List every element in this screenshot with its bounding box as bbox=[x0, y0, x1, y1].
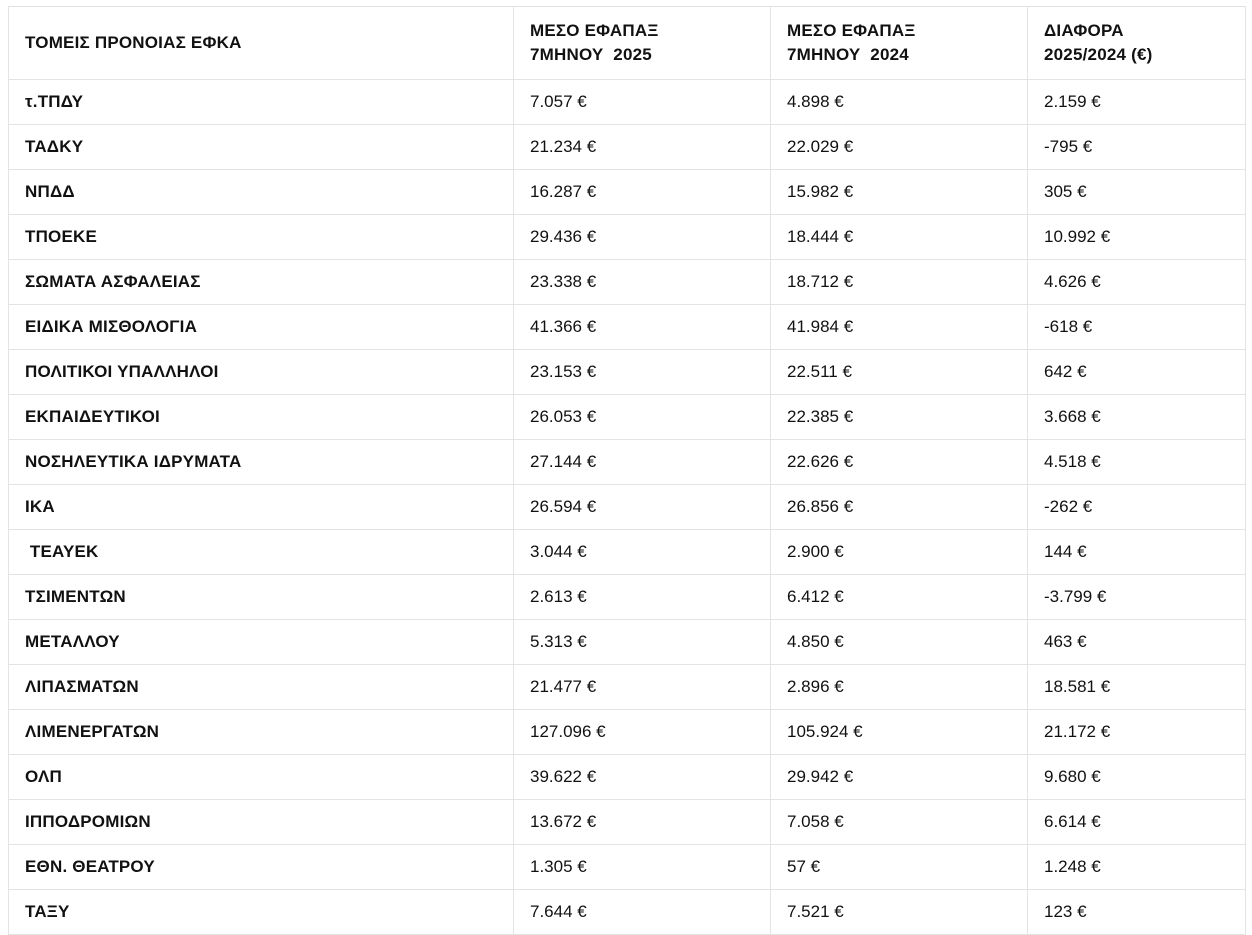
table-row bbox=[9, 710, 1246, 755]
avg-2025-cell: 29.436 € bbox=[514, 215, 771, 260]
table-row bbox=[9, 890, 1246, 935]
table-row bbox=[9, 755, 1246, 800]
avg-2025-cell: 21.477 € bbox=[514, 665, 771, 710]
avg-2024-cell: 2.900 € bbox=[771, 530, 1028, 575]
sector-cell: ΤΕΑΥΕΚ bbox=[9, 530, 514, 575]
table-row bbox=[9, 620, 1246, 665]
difference-cell: 18.581 € bbox=[1028, 665, 1246, 710]
difference-cell: 463 € bbox=[1028, 620, 1246, 665]
avg-2024-cell: 105.924 € bbox=[771, 710, 1028, 755]
table-row bbox=[9, 80, 1246, 125]
table-row bbox=[9, 260, 1246, 305]
avg-2024-cell: 22.626 € bbox=[771, 440, 1028, 485]
avg-2025-cell: 2.613 € bbox=[514, 575, 771, 620]
avg-2024-cell: 4.898 € bbox=[771, 80, 1028, 125]
difference-cell: -3.799 € bbox=[1028, 575, 1246, 620]
avg-2025-cell: 41.366 € bbox=[514, 305, 771, 350]
avg-2024-cell: 22.385 € bbox=[771, 395, 1028, 440]
sector-cell: ΙΚΑ bbox=[9, 485, 514, 530]
table-row bbox=[9, 575, 1246, 620]
avg-2025-cell: 26.053 € bbox=[514, 395, 771, 440]
sector-cell: ΟΛΠ bbox=[9, 755, 514, 800]
header-difference-line-1: ΔΙΑΦΟΡΑ bbox=[1044, 21, 1124, 40]
difference-cell: 4.626 € bbox=[1028, 260, 1246, 305]
difference-cell: 1.248 € bbox=[1028, 845, 1246, 890]
avg-2025-cell: 16.287 € bbox=[514, 170, 771, 215]
avg-2025-cell: 23.338 € bbox=[514, 260, 771, 305]
header-avg-2025-line-2: 7ΜΗΝΟΥ 2025 bbox=[530, 45, 652, 64]
avg-2024-cell: 29.942 € bbox=[771, 755, 1028, 800]
avg-2024-cell: 2.896 € bbox=[771, 665, 1028, 710]
avg-2025-cell: 5.313 € bbox=[514, 620, 771, 665]
sector-cell: τ.ΤΠΔΥ bbox=[9, 80, 514, 125]
table-row bbox=[9, 845, 1246, 890]
avg-2024-cell: 4.850 € bbox=[771, 620, 1028, 665]
header-sector bbox=[9, 7, 514, 80]
header-difference-line-2: 2025/2024 (€) bbox=[1044, 45, 1153, 64]
avg-2024-cell: 57 € bbox=[771, 845, 1028, 890]
avg-2025-cell: 39.622 € bbox=[514, 755, 771, 800]
sector-cell: ΛΙΜΕΝΕΡΓΑΤΩΝ bbox=[9, 710, 514, 755]
avg-2024-cell: 22.029 € bbox=[771, 125, 1028, 170]
difference-cell: -262 € bbox=[1028, 485, 1246, 530]
sector-cell: ΤΣΙΜΕΝΤΩΝ bbox=[9, 575, 514, 620]
table-row bbox=[9, 485, 1246, 530]
difference-cell: -795 € bbox=[1028, 125, 1246, 170]
sector-cell: ΣΩΜΑΤΑ ΑΣΦΑΛΕΙΑΣ bbox=[9, 260, 514, 305]
difference-cell: 9.680 € bbox=[1028, 755, 1246, 800]
table-row bbox=[9, 665, 1246, 710]
table-row bbox=[9, 170, 1246, 215]
avg-2024-cell: 41.984 € bbox=[771, 305, 1028, 350]
sector-cell: ΤΠΟΕΚΕ bbox=[9, 215, 514, 260]
header-avg-2024-line-1: ΜΕΣΟ ΕΦΑΠΑΞ bbox=[787, 21, 916, 40]
avg-2024-cell: 26.856 € bbox=[771, 485, 1028, 530]
difference-cell: 144 € bbox=[1028, 530, 1246, 575]
header-sector-line-1: ΤΟΜΕΙΣ ΠΡΟΝΟΙΑΣ ΕΦΚΑ bbox=[25, 33, 242, 52]
avg-2025-cell: 21.234 € bbox=[514, 125, 771, 170]
avg-2024-cell: 6.412 € bbox=[771, 575, 1028, 620]
avg-2024-cell: 7.521 € bbox=[771, 890, 1028, 935]
header-difference bbox=[1028, 7, 1246, 80]
efka-lump-sum-table bbox=[8, 6, 1246, 935]
avg-2025-cell: 7.057 € bbox=[514, 80, 771, 125]
avg-2025-cell: 23.153 € bbox=[514, 350, 771, 395]
table-row bbox=[9, 440, 1246, 485]
header-row bbox=[9, 7, 1246, 80]
avg-2025-cell: 7.644 € bbox=[514, 890, 771, 935]
avg-2024-cell: 18.712 € bbox=[771, 260, 1028, 305]
difference-cell: 4.518 € bbox=[1028, 440, 1246, 485]
header-avg-2024-line-2: 7ΜΗΝΟΥ 2024 bbox=[787, 45, 909, 64]
sector-cell: ΝΟΣΗΛΕΥΤΙΚΑ ΙΔΡΥΜΑΤΑ bbox=[9, 440, 514, 485]
header-avg-2025 bbox=[514, 7, 771, 80]
table-row bbox=[9, 350, 1246, 395]
avg-2024-cell: 7.058 € bbox=[771, 800, 1028, 845]
avg-2025-cell: 3.044 € bbox=[514, 530, 771, 575]
avg-2025-cell: 26.594 € bbox=[514, 485, 771, 530]
sector-cell: ΕΚΠΑΙΔΕΥΤΙΚΟΙ bbox=[9, 395, 514, 440]
table-row bbox=[9, 125, 1246, 170]
difference-cell: 6.614 € bbox=[1028, 800, 1246, 845]
difference-cell: 10.992 € bbox=[1028, 215, 1246, 260]
difference-cell: -618 € bbox=[1028, 305, 1246, 350]
table-body bbox=[9, 80, 1246, 935]
efka-lump-sum-table-container bbox=[8, 6, 1245, 935]
difference-cell: 123 € bbox=[1028, 890, 1246, 935]
difference-cell: 642 € bbox=[1028, 350, 1246, 395]
table-row bbox=[9, 530, 1246, 575]
sector-cell: ΜΕΤΑΛΛΟΥ bbox=[9, 620, 514, 665]
avg-2024-cell: 22.511 € bbox=[771, 350, 1028, 395]
sector-cell: ΤΑΔΚΥ bbox=[9, 125, 514, 170]
difference-cell: 305 € bbox=[1028, 170, 1246, 215]
sector-cell: ΙΠΠΟΔΡΟΜΙΩΝ bbox=[9, 800, 514, 845]
avg-2025-cell: 127.096 € bbox=[514, 710, 771, 755]
header-avg-2024 bbox=[771, 7, 1028, 80]
table-row bbox=[9, 800, 1246, 845]
table-row bbox=[9, 395, 1246, 440]
avg-2024-cell: 15.982 € bbox=[771, 170, 1028, 215]
header-avg-2025-line-1: ΜΕΣΟ ΕΦΑΠΑΞ bbox=[530, 21, 659, 40]
avg-2025-cell: 1.305 € bbox=[514, 845, 771, 890]
sector-cell: ΕΙΔΙΚΑ ΜΙΣΘΟΛΟΓΙΑ bbox=[9, 305, 514, 350]
difference-cell: 2.159 € bbox=[1028, 80, 1246, 125]
sector-cell: ΤΑΞΥ bbox=[9, 890, 514, 935]
difference-cell: 3.668 € bbox=[1028, 395, 1246, 440]
table-header bbox=[9, 7, 1246, 80]
sector-cell: ΝΠΔΔ bbox=[9, 170, 514, 215]
table-row bbox=[9, 215, 1246, 260]
table-row bbox=[9, 305, 1246, 350]
sector-cell: ΛΙΠΑΣΜΑΤΩΝ bbox=[9, 665, 514, 710]
avg-2025-cell: 27.144 € bbox=[514, 440, 771, 485]
sector-cell: ΕΘΝ. ΘΕΑΤΡΟΥ bbox=[9, 845, 514, 890]
difference-cell: 21.172 € bbox=[1028, 710, 1246, 755]
avg-2025-cell: 13.672 € bbox=[514, 800, 771, 845]
sector-cell: ΠΟΛΙΤΙΚΟΙ ΥΠΑΛΛΗΛΟΙ bbox=[9, 350, 514, 395]
avg-2024-cell: 18.444 € bbox=[771, 215, 1028, 260]
